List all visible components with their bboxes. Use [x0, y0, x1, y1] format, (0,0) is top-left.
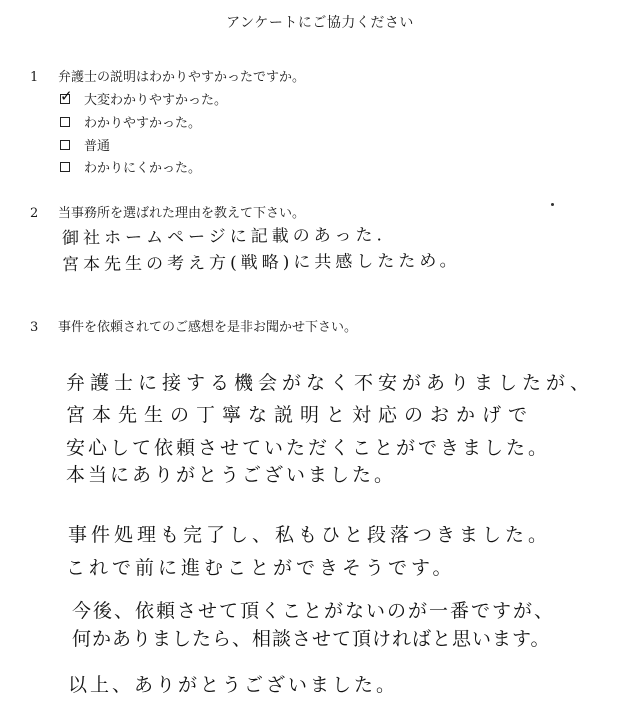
- option-label: わかりやすかった。: [84, 116, 202, 131]
- checkbox[interactable]: [60, 140, 70, 150]
- question-number: 2: [30, 206, 39, 221]
- handwritten-answer-line: 今後、依頼させて頂くことがないのが一番ですが、: [72, 600, 556, 622]
- handwritten-answer-line: 安心して依頼させていただくことができました。: [66, 437, 551, 459]
- option-1-checkbox-row[interactable]: [60, 86, 228, 108]
- handwritten-answer-line: 以上、ありがとうございました。: [68, 674, 399, 696]
- question-number: 1: [30, 70, 39, 85]
- handwritten-answer-line: これで前に進むことができそうです。: [66, 557, 456, 579]
- option-label: わかりにくかった。: [84, 161, 202, 176]
- handwritten-answer-line: 本当にありがとうございました。: [66, 464, 397, 486]
- option-2-checkbox-row[interactable]: [60, 112, 201, 131]
- option-label: 普通: [84, 139, 111, 154]
- check-mark-icon: ✓: [60, 86, 73, 105]
- option-4-checkbox-row[interactable]: [60, 157, 201, 176]
- checkbox[interactable]: [60, 86, 73, 105]
- stray-ink-dot: [551, 203, 554, 206]
- question-number: 3: [30, 320, 39, 335]
- question-3: [30, 316, 357, 335]
- option-3-checkbox-row[interactable]: [60, 135, 110, 154]
- handwritten-answer-line: 宮本先生の丁寧な説明と対応のおかげで: [66, 404, 535, 426]
- question-text: 弁護士の説明はわかりやすかったですか。: [58, 70, 306, 85]
- option-label: 大変わかりやすかった。: [84, 93, 228, 108]
- survey-title: アンケートにご協力ください: [226, 15, 414, 31]
- checkbox[interactable]: [60, 117, 70, 127]
- checkbox[interactable]: [60, 162, 70, 172]
- handwritten-answer-line: 宮本先生の考え方(戦略)に共感したため。: [61, 250, 461, 276]
- handwritten-answer-line: 何かありましたら、相談させて頂ければと思います。: [72, 628, 551, 650]
- handwritten-answer-line: 弁護士に接する機会がなく不安がありましたが、: [66, 372, 595, 394]
- question-text: 当事務所を選ばれた理由を教えて下さい。: [58, 206, 306, 221]
- question-2: [30, 202, 305, 221]
- question-1: [30, 66, 305, 85]
- handwritten-answer-line: 御社ホームページに記載のあった.: [61, 225, 387, 249]
- handwritten-answer-line: 事件処理も完了し、私もひと段落つきました。: [68, 524, 552, 546]
- question-text: 事件を依頼されてのご感想を是非お聞かせ下さい。: [58, 320, 358, 335]
